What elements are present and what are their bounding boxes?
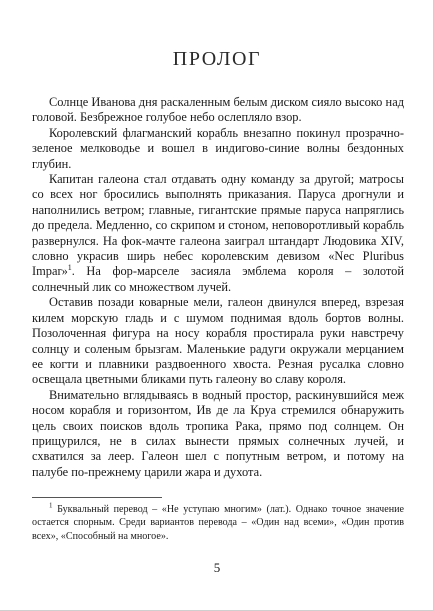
paragraph-text: . На фор-марселе засияла эмблема короля – золотой солнечный лик со множеством лучей. xyxy=(32,264,404,294)
paragraph xyxy=(32,172,404,295)
footnote-reference[interactable]: 1 xyxy=(67,263,72,273)
chapter-body xyxy=(32,95,404,480)
paragraph: Королевский флагманский корабль внезапно покинул прозрачно-зеленое мелководье и вошел в индигово-синие волны бездонных глубин. xyxy=(32,125,404,171)
chapter-title: ПРОЛОГ xyxy=(172,48,262,70)
page-number: 5 xyxy=(213,560,221,575)
footnote-divider xyxy=(32,497,162,498)
paragraph: Оставив позади коварные мели, галеон двинулся вперед, взрезая килем морскую гладь и с шумом поднимая вдоль бортов волны. Позолоченная фигура на носу корабля простирала руки навстречу солнцу и соленым брызгам. Маленькие радуги окружали мерцанием ее когти и плавники раздвоенного хвоста. Резная русалка словно освещала цветными бликами путь галеону во славу короля. xyxy=(32,295,404,387)
paragraph-text: Капитан галеона стал отдавать одну команду за другой; матросы со всех ног бросились выполнять приказания. Паруса дрогнули и наполнились ветром; главные, гигантские прямые паруса напряглись до предела. Медленно, со скрипом и стоном, неповоротливый корабль развернулся. На фок-мачте галеона заиграл штандарт Людовика XIV, словно украсив ширь небес королевским девизом «Nec Pluribus Impar» xyxy=(32,172,404,279)
footnote-text: Буквальный перевод – «Не уступаю многим» (лат.). Однако точное значение остается спорным. Среди вариантов перевода – «Один над всеми», «Один против всех», «Способный на многое». xyxy=(32,504,404,542)
footnote-marker: 1 xyxy=(49,501,53,510)
footnote xyxy=(32,503,404,543)
paragraph: Солнце Иванова дня раскаленным белым диском сияло высоко над головой. Безбрежное голубое небо ослепляло взор. xyxy=(32,95,404,125)
paragraph: Внимательно вглядываясь в водный простор, раскинувшийся меж носом корабля и горизонтом, Ив де ла Круа стремился обнаружить цель своих поисков вдоль тропика Рака, прямо под солнцем. Он прищурился, не в силах вынести прямых солнечных лучей, и схватился за леер. Галеон шел с попутным ветром, и потому на палубе по-прежнему царили жара и духота. xyxy=(32,387,404,479)
